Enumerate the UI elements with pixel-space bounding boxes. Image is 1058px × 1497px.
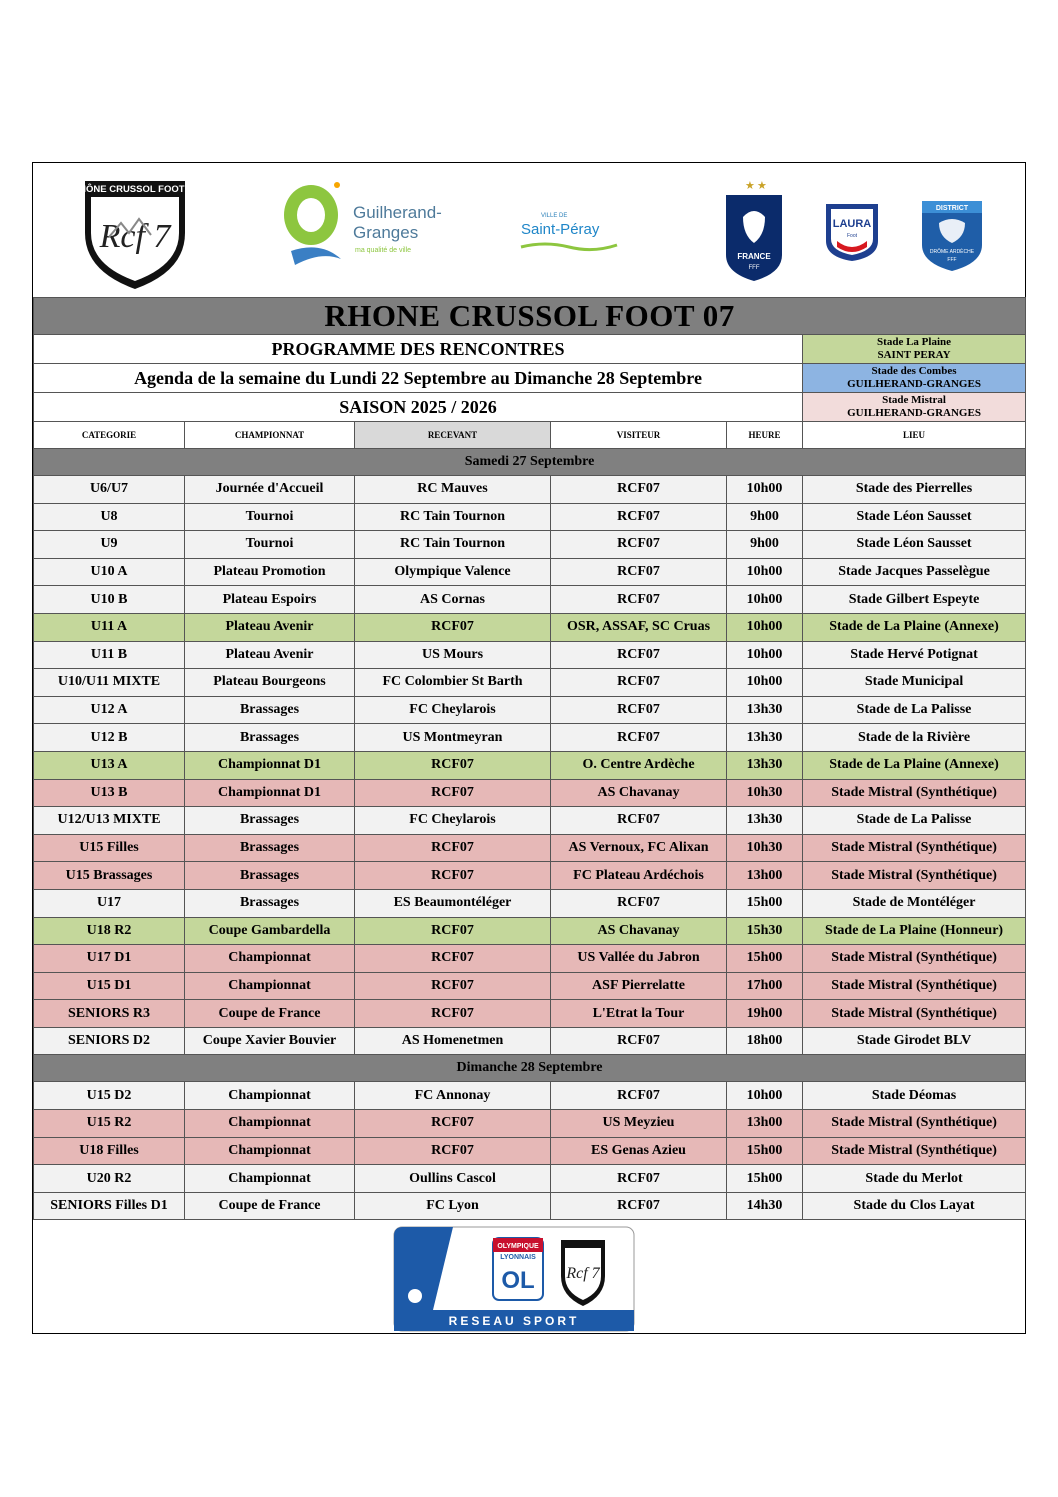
match-row — [34, 779, 1026, 807]
cell-championnat: Plateau Promotion — [185, 558, 355, 586]
cell-visiteur: RCF07 — [551, 1192, 727, 1220]
match-row — [34, 669, 1026, 697]
cell-categorie: U6/U7 — [34, 476, 185, 504]
cell-categorie: U17 — [34, 889, 185, 917]
cell-heure: 10h30 — [727, 834, 803, 862]
cell-championnat: Championnat — [185, 972, 355, 1000]
star-icon: ★ — [745, 180, 755, 192]
cell-categorie: U12/U13 MIXTE — [34, 807, 185, 835]
cell-visiteur: RCF07 — [551, 641, 727, 669]
agenda-row — [34, 364, 1026, 393]
district-top-text: DISTRICT — [935, 205, 969, 212]
venue-legend-combes — [803, 364, 1026, 393]
match-row — [34, 724, 1026, 752]
cell-categorie: U9 — [34, 531, 185, 559]
cell-visiteur: RCF07 — [551, 476, 727, 504]
cell-categorie: U17 D1 — [34, 945, 185, 973]
cell-recevant: RCF07 — [355, 779, 551, 807]
cell-championnat: Journée d'Accueil — [185, 476, 355, 504]
cell-visiteur: RCF07 — [551, 889, 727, 917]
cell-categorie: U15 D2 — [34, 1082, 185, 1110]
cell-heure: 15h00 — [727, 889, 803, 917]
cell-heure: 10h00 — [727, 586, 803, 614]
cell-categorie: U15 Brassages — [34, 862, 185, 890]
cell-lieu: Stade du Merlot — [803, 1165, 1026, 1193]
cell-championnat: Championnat D1 — [185, 751, 355, 779]
cell-recevant: ES Beaumontéléger — [355, 889, 551, 917]
cell-visiteur: RCF07 — [551, 503, 727, 531]
cell-heure: 13h30 — [727, 696, 803, 724]
cell-championnat: Championnat — [185, 1082, 355, 1110]
cell-heure: 10h00 — [727, 613, 803, 641]
cell-lieu: Stade Mistral (Synthétique) — [803, 972, 1026, 1000]
cell-heure: 13h30 — [727, 807, 803, 835]
saint-peray-logo — [517, 199, 627, 259]
cell-recevant: FC Cheylarois — [355, 807, 551, 835]
cell-visiteur: ASF Pierrelatte — [551, 972, 727, 1000]
ol-mark: OL — [501, 1267, 535, 1294]
cell-recevant: RCF07 — [355, 834, 551, 862]
cell-visiteur: OSR, ASSAF, SC Cruas — [551, 613, 727, 641]
guilherand-granges-logo — [281, 181, 461, 281]
cell-championnat: Coupe Gambardella — [185, 917, 355, 945]
cell-categorie: U10/U11 MIXTE — [34, 669, 185, 697]
cell-recevant: US Mours — [355, 641, 551, 669]
granges-text: Granges — [353, 223, 419, 242]
match-row — [34, 1027, 1026, 1055]
match-row — [34, 641, 1026, 669]
stperay-text: Saint-Péray — [521, 221, 600, 238]
day-label: Samedi 27 Septembre — [34, 449, 1026, 476]
cell-visiteur: RCF07 — [551, 724, 727, 752]
cell-recevant: AS Homenetmen — [355, 1027, 551, 1055]
cell-championnat: Brassages — [185, 834, 355, 862]
cell-lieu: Stade du Clos Layat — [803, 1192, 1026, 1220]
cell-categorie: U10 B — [34, 586, 185, 614]
match-row — [34, 972, 1026, 1000]
col-categorie: CATEGORIE — [34, 422, 185, 449]
stperay-wave-icon — [521, 241, 617, 253]
cell-championnat: Brassages — [185, 862, 355, 890]
match-row — [34, 503, 1026, 531]
cell-lieu: Stade Mistral (Synthétique) — [803, 1000, 1026, 1028]
cell-heure: 15h30 — [727, 917, 803, 945]
laura-sub: Foot — [846, 233, 858, 239]
day-header-row — [34, 1055, 1026, 1082]
cell-heure: 10h00 — [727, 558, 803, 586]
agenda-text: Agenda de la semaine du Lundi 22 Septembre au Dimanche 28 Septembre — [34, 364, 803, 393]
cell-recevant: RCF07 — [355, 613, 551, 641]
saison-text: SAISON 2025 / 2026 — [34, 393, 803, 422]
cell-categorie: U18 R2 — [34, 917, 185, 945]
cell-lieu: Stade Déomas — [803, 1082, 1026, 1110]
cell-visiteur: ES Genas Azieu — [551, 1137, 727, 1165]
ol-reseau-sport-logo — [393, 1226, 635, 1332]
cell-heure: 15h00 — [727, 1137, 803, 1165]
cell-recevant: RC Mauves — [355, 476, 551, 504]
cell-recevant: RCF07 — [355, 1000, 551, 1028]
match-row — [34, 1165, 1026, 1193]
cell-recevant: RC Tain Tournon — [355, 531, 551, 559]
guilherand-tagline: ma qualité de ville — [355, 247, 412, 254]
cell-lieu: Stade Gilbert Espeyte — [803, 586, 1026, 614]
cell-categorie: SENIORS D2 — [34, 1027, 185, 1055]
cell-visiteur: RCF07 — [551, 669, 727, 697]
cell-championnat: Championnat D1 — [185, 779, 355, 807]
match-row — [34, 1110, 1026, 1138]
fff-france-logo — [721, 177, 787, 283]
cell-visiteur: RCF07 — [551, 531, 727, 559]
cell-championnat: Tournoi — [185, 503, 355, 531]
cell-lieu: Stade Mistral (Synthétique) — [803, 945, 1026, 973]
cell-categorie: U13 B — [34, 779, 185, 807]
match-row — [34, 558, 1026, 586]
guilherand-text: Guilherand- — [353, 203, 442, 222]
cell-categorie: U11 B — [34, 641, 185, 669]
cell-visiteur: AS Chavanay — [551, 917, 727, 945]
cell-heure: 13h00 — [727, 1110, 803, 1138]
rcf-crest-logo — [72, 175, 198, 293]
cell-championnat: Championnat — [185, 1165, 355, 1193]
cell-lieu: Stade de La Palisse — [803, 807, 1026, 835]
cell-heure: 18h00 — [727, 1027, 803, 1055]
venue-name: Stade des Combes — [871, 365, 957, 377]
cell-categorie: U20 R2 — [34, 1165, 185, 1193]
cell-lieu: Stade Léon Sausset — [803, 503, 1026, 531]
programme-title: PROGRAMME DES RENCONTRES — [34, 335, 803, 364]
cell-heure: 13h30 — [727, 751, 803, 779]
cell-championnat: Tournoi — [185, 531, 355, 559]
cell-heure: 19h00 — [727, 1000, 803, 1028]
cell-recevant: RCF07 — [355, 972, 551, 1000]
cell-lieu: Stade Girodet BLV — [803, 1027, 1026, 1055]
fff-text: FFF — [748, 265, 760, 271]
cell-championnat: Championnat — [185, 945, 355, 973]
cell-visiteur: AS Vernoux, FC Alixan — [551, 834, 727, 862]
cell-categorie: U12 A — [34, 696, 185, 724]
cell-recevant: FC Lyon — [355, 1192, 551, 1220]
fff-france-text: FRANCE — [737, 252, 771, 261]
cell-categorie: U13 A — [34, 751, 185, 779]
cell-categorie: U10 A — [34, 558, 185, 586]
cell-lieu: Stade de La Plaine (Annexe) — [803, 613, 1026, 641]
cell-championnat: Plateau Espoirs — [185, 586, 355, 614]
cell-recevant: Olympique Valence — [355, 558, 551, 586]
venue-city: GUILHERAND-GRANGES — [847, 378, 981, 390]
cell-categorie: U18 Filles — [34, 1137, 185, 1165]
cell-recevant: FC Cheylarois — [355, 696, 551, 724]
cell-visiteur: RCF07 — [551, 696, 727, 724]
rcf-footer-mark: Rcf 7 — [566, 1265, 600, 1282]
cell-championnat: Plateau Bourgeons — [185, 669, 355, 697]
laura-foot-logo — [823, 201, 881, 263]
title-row — [34, 298, 1026, 335]
matches-table — [33, 297, 1026, 1220]
cell-visiteur: RCF07 — [551, 1082, 727, 1110]
cell-recevant: RCF07 — [355, 945, 551, 973]
cell-recevant: FC Annonay — [355, 1082, 551, 1110]
rcf-crest-name: RHÔNE CRUSSOL FOOT 07 — [72, 184, 198, 195]
cell-visiteur: RCF07 — [551, 1165, 727, 1193]
cell-lieu: Stade de La Plaine (Annexe) — [803, 751, 1026, 779]
cell-championnat: Brassages — [185, 889, 355, 917]
match-row — [34, 917, 1026, 945]
cell-visiteur: L'Etrat la Tour — [551, 1000, 727, 1028]
cell-visiteur: RCF07 — [551, 586, 727, 614]
cell-heure: 9h00 — [727, 503, 803, 531]
cell-heure: 14h30 — [727, 1192, 803, 1220]
cell-lieu: Stade des Pierrelles — [803, 476, 1026, 504]
venue-legend-mistral — [803, 393, 1026, 422]
cell-lieu: Stade de La Palisse — [803, 696, 1026, 724]
cell-championnat: Championnat — [185, 1110, 355, 1138]
cell-lieu: Stade Municipal — [803, 669, 1026, 697]
cell-categorie: U15 D1 — [34, 972, 185, 1000]
cell-categorie: SENIORS R3 — [34, 1000, 185, 1028]
cell-visiteur: US Vallée du Jabron — [551, 945, 727, 973]
venue-city: GUILHERAND-GRANGES — [847, 407, 981, 419]
rcf-crest-mark: Rcf 7 — [99, 218, 171, 255]
cell-categorie: SENIORS Filles D1 — [34, 1192, 185, 1220]
cell-heure: 13h00 — [727, 862, 803, 890]
cell-championnat: Brassages — [185, 696, 355, 724]
guilherand-mark-icon — [281, 181, 351, 277]
ol-line1: OLYMPIQUE — [497, 1243, 539, 1250]
match-row — [34, 586, 1026, 614]
cell-recevant: FC Colombier St Barth — [355, 669, 551, 697]
cell-championnat: Plateau Avenir — [185, 641, 355, 669]
cell-visiteur: RCF07 — [551, 1027, 727, 1055]
cell-recevant: RCF07 — [355, 917, 551, 945]
cell-championnat: Plateau Avenir — [185, 613, 355, 641]
cell-visiteur: AS Chavanay — [551, 779, 727, 807]
cell-categorie: U11 A — [34, 613, 185, 641]
cell-championnat: Brassages — [185, 807, 355, 835]
match-row — [34, 1000, 1026, 1028]
programme-row — [34, 335, 1026, 364]
cell-heure: 15h00 — [727, 945, 803, 973]
cell-categorie: U15 R2 — [34, 1110, 185, 1138]
cell-lieu: Stade Hervé Potignat — [803, 641, 1026, 669]
cell-championnat: Coupe de France — [185, 1000, 355, 1028]
cell-visiteur: US Meyzieu — [551, 1110, 727, 1138]
cell-visiteur: RCF07 — [551, 558, 727, 586]
column-header-row — [34, 422, 1026, 449]
cell-championnat: Brassages — [185, 724, 355, 752]
cell-recevant: RCF07 — [355, 751, 551, 779]
cell-heure: 10h00 — [727, 669, 803, 697]
district-drome-ardeche-logo — [919, 197, 985, 273]
cell-heure: 9h00 — [727, 531, 803, 559]
match-row — [34, 945, 1026, 973]
cell-recevant: RCF07 — [355, 1137, 551, 1165]
footer — [33, 1222, 1025, 1334]
cell-heure: 10h00 — [727, 1082, 803, 1110]
cell-categorie: U15 Filles — [34, 834, 185, 862]
match-row — [34, 751, 1026, 779]
cell-heure: 10h00 — [727, 476, 803, 504]
star-icon: ★ — [757, 180, 767, 192]
ball-icon — [408, 1289, 422, 1303]
cell-recevant: AS Cornas — [355, 586, 551, 614]
cell-categorie: U12 B — [34, 724, 185, 752]
col-visiteur: VISITEUR — [551, 422, 727, 449]
venue-name: Stade Mistral — [882, 394, 946, 406]
match-row — [34, 862, 1026, 890]
match-row — [34, 696, 1026, 724]
cell-recevant: RCF07 — [355, 862, 551, 890]
cell-visiteur: O. Centre Ardèche — [551, 751, 727, 779]
district-mid-text: DRÔME ARDÈCHE — [929, 249, 975, 255]
cell-lieu: Stade Mistral (Synthétique) — [803, 1110, 1026, 1138]
cell-recevant: RCF07 — [355, 1110, 551, 1138]
match-row — [34, 889, 1026, 917]
cell-recevant: RC Tain Tournon — [355, 503, 551, 531]
cell-lieu: Stade Jacques Passelègue — [803, 558, 1026, 586]
cell-lieu: Stade Léon Sausset — [803, 531, 1026, 559]
saison-row — [34, 393, 1026, 422]
col-championnat: CHAMPIONNAT — [185, 422, 355, 449]
venue-legend-la-plaine — [803, 335, 1026, 364]
cell-lieu: Stade Mistral (Synthétique) — [803, 779, 1026, 807]
match-row — [34, 476, 1026, 504]
day-header-row — [34, 449, 1026, 476]
cell-heure: 15h00 — [727, 1165, 803, 1193]
cell-lieu: Stade Mistral (Synthétique) — [803, 834, 1026, 862]
ol-line2: LYONNAIS — [500, 1254, 536, 1261]
cell-lieu: Stade de Montéléger — [803, 889, 1026, 917]
laura-text: LAURA — [832, 218, 872, 230]
col-recevant: RECEVANT — [355, 422, 551, 449]
cell-recevant: US Montmeyran — [355, 724, 551, 752]
district-bot-text: FFF — [947, 257, 957, 263]
cell-lieu: Stade Mistral (Synthétique) — [803, 862, 1026, 890]
day-label: Dimanche 28 Septembre — [34, 1055, 1026, 1082]
col-lieu: LIEU — [803, 422, 1026, 449]
match-row — [34, 807, 1026, 835]
cell-championnat: Coupe Xavier Bouvier — [185, 1027, 355, 1055]
cell-heure: 17h00 — [727, 972, 803, 1000]
match-row — [34, 1137, 1026, 1165]
logos-strip — [33, 163, 1025, 297]
schedule-sheet — [32, 162, 1026, 1334]
cell-categorie: U8 — [34, 503, 185, 531]
page-title: RHONE CRUSSOL FOOT 07 — [34, 298, 1026, 335]
cell-heure: 10h00 — [727, 641, 803, 669]
match-row — [34, 1192, 1026, 1220]
match-row — [34, 613, 1026, 641]
cell-heure: 10h30 — [727, 779, 803, 807]
cell-lieu: Stade Mistral (Synthétique) — [803, 1137, 1026, 1165]
cell-lieu: Stade de la Rivière — [803, 724, 1026, 752]
reseau-sport-text: RESEAU SPORT — [448, 1314, 580, 1328]
match-row — [34, 1082, 1026, 1110]
stperay-small: VILLE DE — [541, 213, 568, 219]
match-row — [34, 531, 1026, 559]
venue-name: Stade La Plaine — [877, 336, 951, 348]
cell-lieu: Stade de La Plaine (Honneur) — [803, 917, 1026, 945]
match-row — [34, 834, 1026, 862]
cell-championnat: Championnat — [185, 1137, 355, 1165]
cell-heure: 13h30 — [727, 724, 803, 752]
cell-visiteur: FC Plateau Ardéchois — [551, 862, 727, 890]
cell-championnat: Coupe de France — [185, 1192, 355, 1220]
venue-city: SAINT PERAY — [877, 349, 951, 361]
col-heure: HEURE — [727, 422, 803, 449]
cell-recevant: Oullins Cascol — [355, 1165, 551, 1193]
cell-visiteur: RCF07 — [551, 807, 727, 835]
